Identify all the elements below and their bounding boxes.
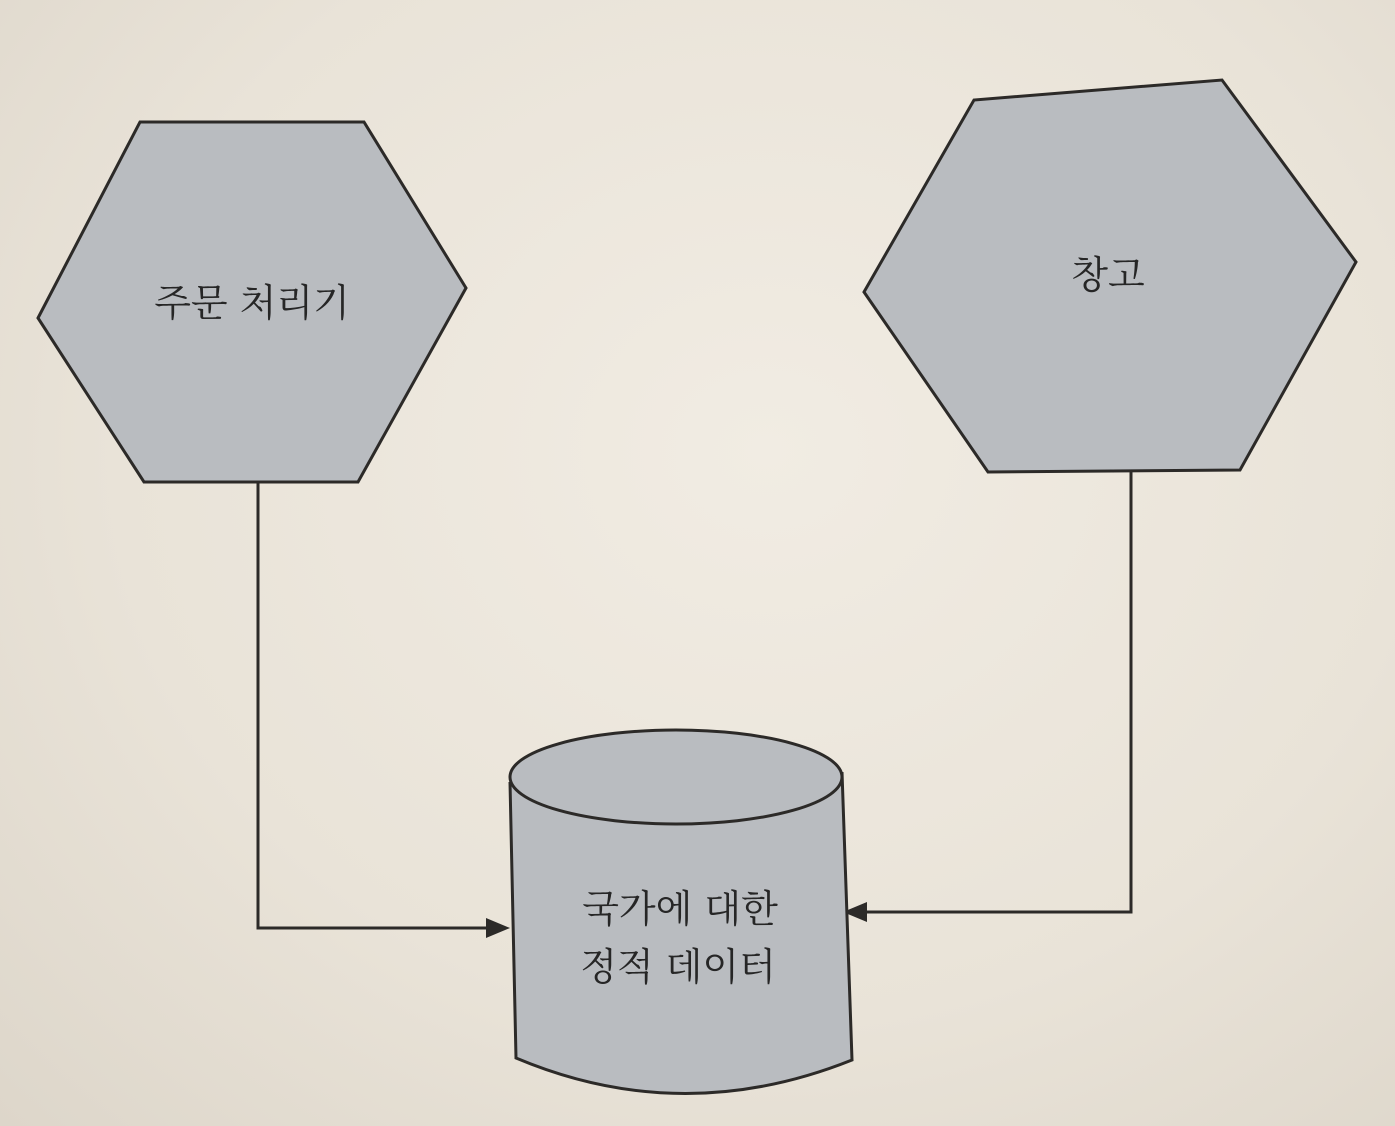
- node-order-processor[interactable]: [38, 122, 466, 482]
- edge-warehouse-to-data: [843, 472, 1131, 922]
- arrowhead-left-icon: [486, 918, 510, 938]
- cylinder-top-shape: [510, 730, 842, 824]
- connector-line-left: [258, 482, 488, 928]
- node-warehouse[interactable]: [864, 80, 1356, 472]
- connector-line-right: [866, 472, 1131, 912]
- edge-order-processor-to-data: [258, 482, 510, 938]
- node-label-country-data-line1: 국가에 대한: [582, 887, 778, 931]
- node-label-order-processor: 주문 처리기: [154, 281, 350, 325]
- node-label-warehouse: 창고: [1071, 253, 1145, 297]
- node-label-country-data-line2: 정적 데이터: [580, 945, 776, 989]
- node-country-data[interactable]: [510, 730, 852, 1094]
